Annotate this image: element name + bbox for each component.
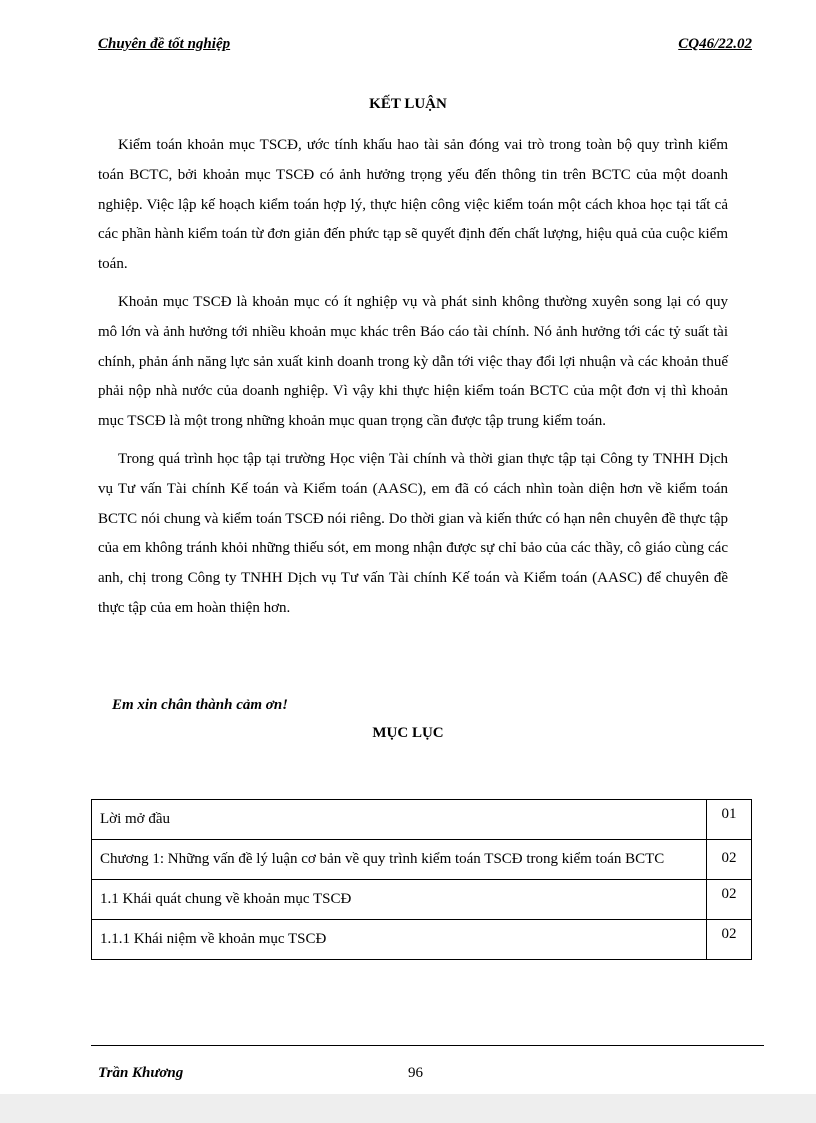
table-row <box>92 800 752 840</box>
footer-divider <box>91 1045 764 1046</box>
toc-title: MỤC LỤC <box>372 725 444 741</box>
toc-entry-label: Chương 1: Những vấn đề lý luận cơ bản về quy trình kiểm toán TSCĐ trong kiểm toán BCTC <box>92 840 707 880</box>
paragraph: Kiểm toán khoản mục TSCĐ, ước tính khấu hao tài sản đóng vai trò trong toàn bộ quy trình kiểm toán BCTC, bởi khoản mục TSCĐ có ảnh hưởng trọng yếu đến thông tin trên BCTC của một doanh nghiệp. Việc lập kế hoạch kiểm toán hợp lý, thực hiện công việc kiểm toán một cách khoa học tại tất cả các phần hành kiểm toán từ đơn giản đến phức tạp sẽ quyết định đến chất lượng, hiệu quả của cuộc kiểm toán. <box>98 137 728 273</box>
paragraph: Khoản mục TSCĐ là khoản mục có ít nghiệp vụ và phát sinh không thường xuyên song lại có quy mô lớn và ảnh hưởng tới nhiều khoản mục khác trên Báo cáo tài chính. Nó ảnh hưởng tới các tỷ suất tài chính, phản ánh năng lực sản xuất kinh doanh trong kỳ dẫn tới việc thay đổi lợi nhuận và các khoản thuế phải nộp nhà nước của doanh nghiệp. Vì vậy khi thực hiện kiểm toán BCTC của một đơn vị thì khoản mục TSCĐ là một trong những khoản mục quan trọng cần được tập trung kiểm toán. <box>98 293 728 430</box>
toc-entry-page: 02 <box>707 840 752 880</box>
toc-entry-page: 01 <box>707 800 752 840</box>
toc-entry-page: 02 <box>707 880 752 920</box>
conclusion-title: KẾT LUẬN <box>369 96 447 112</box>
table-row <box>92 880 752 920</box>
toc-entry-label: 1.1.1 Khái niệm về khoản mục TSCĐ <box>92 920 707 960</box>
page-bottom-edge <box>0 1094 816 1123</box>
table-row <box>92 840 752 880</box>
toc-entry-label: Lời mở đầu <box>92 800 707 840</box>
header-right: CQ46/22.02 <box>678 36 752 52</box>
thanks-line: Em xin chân thành cảm ơn! <box>112 697 289 713</box>
paragraph: Trong quá trình học tập tại trường Học viện Tài chính và thời gian thực tập tại Công ty TNHH Dịch vụ Tư vấn Tài chính Kế toán và Kiểm toán (AASC), em đã có cách nhìn toàn diện hơn về kiểm toán BCTC nói chung và kiểm toán TSCĐ nói riêng. Do thời gian và kiến thức có hạn nên chuyên đề thực tập của em không tránh khỏi những thiếu sót, em mong nhận được sự chỉ bảo của các thầy, cô giáo cùng các anh, chị trong Công ty TNHH Dịch vụ Tư vấn Tài chính Kế toán và Kiểm toán (AASC) để chuyên đề thực tập của em hoàn thiện hơn. <box>98 450 728 616</box>
table-row <box>92 920 752 960</box>
page-number: 96 <box>408 1065 423 1081</box>
conclusion-body <box>98 131 728 632</box>
toc-table <box>91 799 752 960</box>
header-left: Chuyên đề tốt nghiệp <box>98 36 231 52</box>
footer-author: Trần Khương <box>98 1065 184 1081</box>
toc-entry-label: 1.1 Khái quát chung về khoản mục TSCĐ <box>92 880 707 920</box>
toc-entry-page: 02 <box>707 920 752 960</box>
